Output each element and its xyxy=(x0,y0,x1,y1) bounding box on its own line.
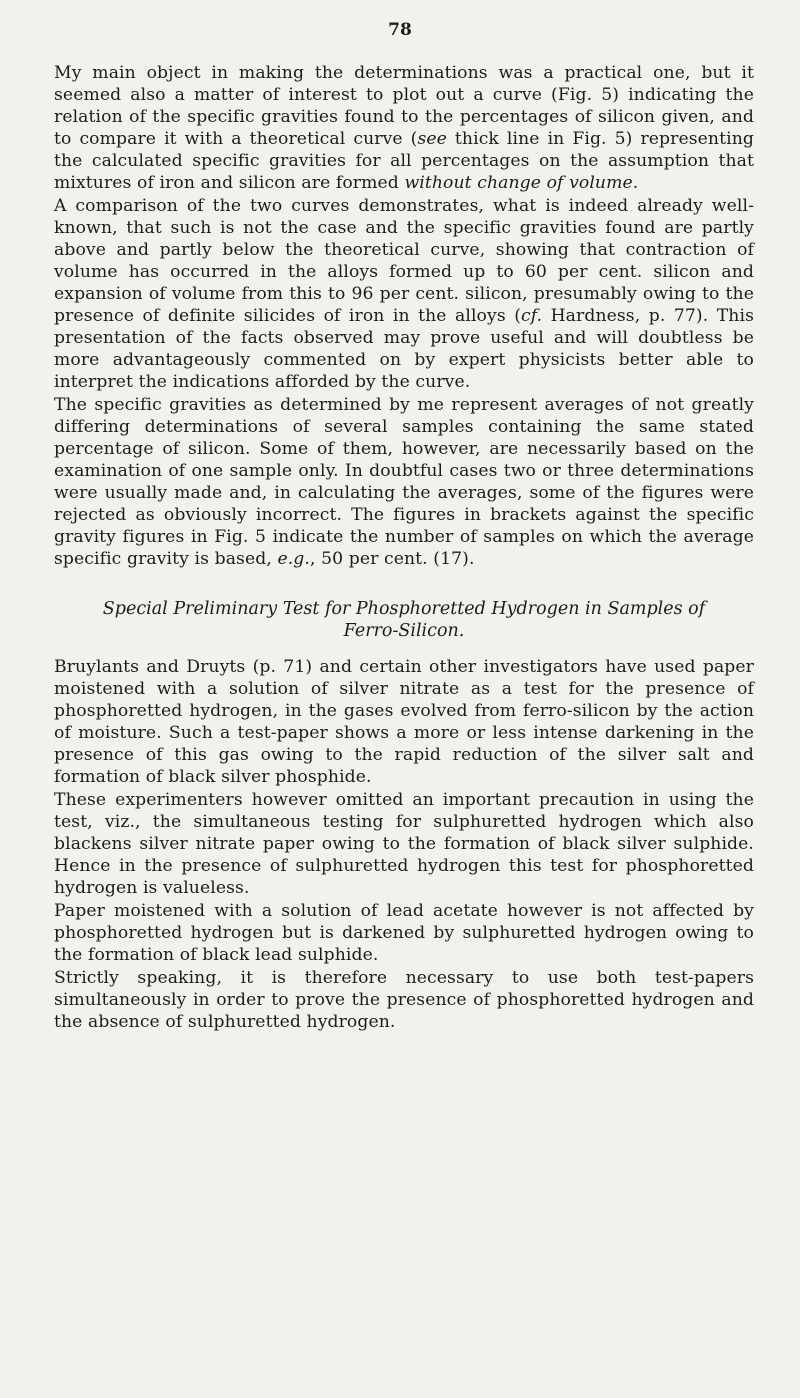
paragraph-text: These experimenters however omitted an important precaution in using the test, viz., the simultaneous testing for sulphuretted hydrogen which also blackens silver nitrate paper owing to the formation of black silver sulphide. Hence in the presence of sulphuretted hydrogen this test for phosphoretted hydrogen is valueless. xyxy=(54,790,754,898)
page-number: 78 xyxy=(388,20,412,40)
paragraph-text: The specific gravities as determined by me represent averages of not greatly differing determinations of several samples containing the same stated percentage of silicon. Some of them, however, are necessarily based on the examination of one sample only. In doubtful cases two or three determinations were usually made and, in calculating the averages, some of the figures were rejected as obviously incorrect. The figures in brackets against the specific gravity figures in Fig. 5 indicate the number of samples on which the average specific gravity is based, xyxy=(54,395,754,569)
paragraph-p1 xyxy=(54,62,754,194)
italic-text: e.g. xyxy=(277,549,310,569)
section-heading: Special Preliminary Test for Phosphoretted Hydrogen in Samples of Ferro-Silicon. xyxy=(102,599,706,641)
paragraph-text: thick line in Fig. 5) representing the calculated specific gravities for all percentages on the assumption that mixtures of iron and silicon are formed xyxy=(54,129,754,193)
paragraph-text: Bruylants and Druyts (p. 71) and certain other investigators have used paper moistened with a solution of silver nitrate as a test for the presence of phosphoretted hydrogen, in the gases evolved from ferro-silicon by the action of moisture. Such a test-paper shows a more or less intense darkening in the presence of this gas owing to the rapid reduction of the silver salt and formation of black silver phosphide. xyxy=(54,657,754,787)
paragraph-text: Paper moistened with a solution of lead acetate however is not affected by phosphoretted hydrogen but is darkened by sulphuretted hydrogen owing to the formation of black lead sulphide. xyxy=(54,901,754,965)
paragraph-p4 xyxy=(54,656,754,788)
paragraph-text: My main object in making the determinations was a practical one, but it seemed also a matter of interest to plot out a curve (Fig. 5) indicating the relation of the specific gravities found to the percentages of silicon given, and to compare it with a theoretical curve ( xyxy=(54,63,754,149)
paragraph-p7 xyxy=(54,967,754,1033)
italic-text: cf. xyxy=(521,306,543,326)
paragraph-text: Hardness, p. 77). This presentation of the facts observed may prove useful and will doubtless be more advantageously commented on by expert physicists better able to interpret the indications afforded by the curve. xyxy=(54,306,754,392)
paragraph-text: A comparison of the two curves demonstrates, what is indeed already well-known, that such is not the case and the specific gravities found are partly above and partly below the theoretical curve, showing that contraction of volume has occurred in the alloys formed up to 60 per cent. silicon and expansion of volume from this to 96 per cent. silicon, presumably owing to the presence of definite silicides of iron in the alloys ( xyxy=(54,196,754,326)
paragraph-p3 xyxy=(54,394,754,570)
paragraph-text: Strictly speaking, it is therefore necessary to use both test-papers simultaneously in order to prove the presence of phosphoretted hydrogen and the absence of sulphuretted hydrogen. xyxy=(54,968,754,1032)
paragraph-text: . xyxy=(632,173,639,193)
paragraph-text: , 50 per cent. (17). xyxy=(309,549,475,569)
body-text xyxy=(54,62,754,1033)
paragraph-p6 xyxy=(54,900,754,966)
paragraph-p2 xyxy=(54,195,754,393)
paragraphs-before-heading xyxy=(54,62,754,570)
italic-text: see xyxy=(417,129,447,149)
paragraphs-after-heading xyxy=(54,656,754,1033)
italic-text: without change of volume xyxy=(404,173,633,193)
paragraph-p5 xyxy=(54,789,754,899)
